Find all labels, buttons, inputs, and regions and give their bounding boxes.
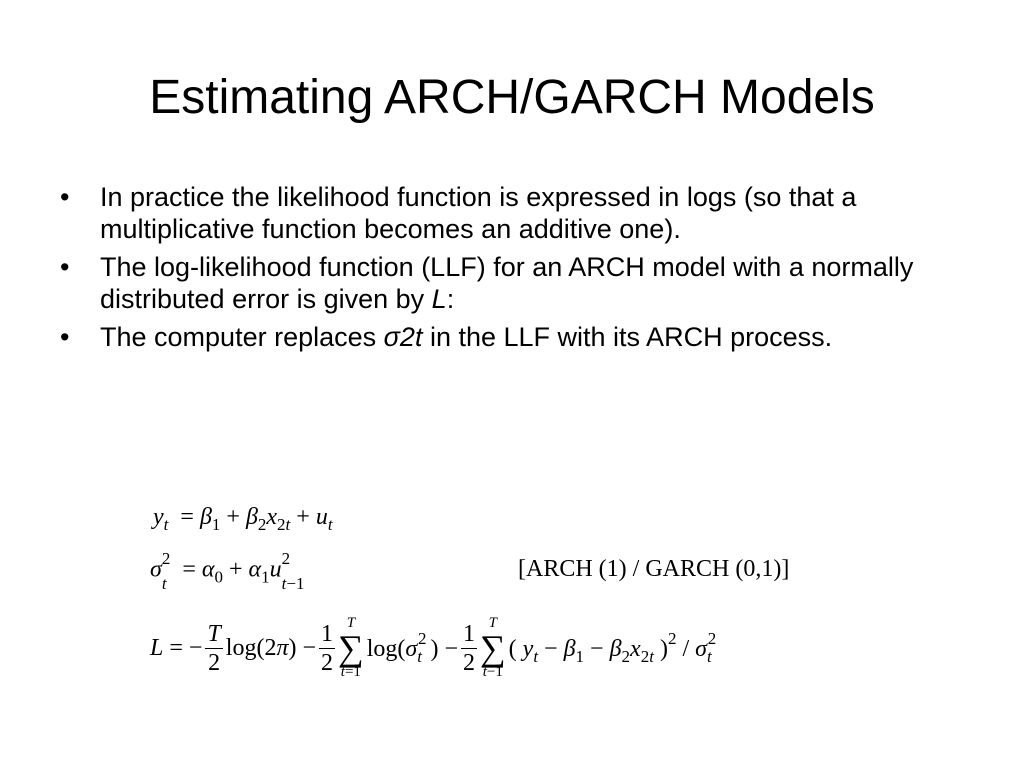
bullet-text: In practice the likelihood function is expressed in logs (so that a multiplicative function becomes an additive one). — [100, 182, 857, 244]
bullet-item — [55, 251, 935, 315]
bullet-dot: • — [60, 322, 70, 352]
bullet-italic: σ2t — [383, 322, 423, 352]
bullet-dot: • — [60, 182, 70, 212]
model-label: [ARCH (1) / GARCH (0,1)] — [518, 556, 790, 582]
bullet-text-end: : — [446, 284, 455, 314]
bullet-item — [55, 181, 935, 245]
log-likelihood-equation: L = − $\frac{T}{2}$ log(2π) − $\frac{1}{2}$ T ∑ t=1 $\log(\sigma_t^2$ ) − $\frac{1}{2}$ T ∑ t−1 ( $y_t - \beta_1 - \beta_2x_{2t}$ )$^2 / \sigma_t^2$ — [150, 615, 717, 680]
bullet-dot: • — [60, 252, 70, 282]
bullet-item — [55, 321, 935, 353]
slide-title: Estimating ARCH/GARCH Models — [149, 71, 875, 124]
bullet-text: The log-likelihood function (LLF) for an ARCH model with a normally distributed error is given by — [100, 252, 914, 314]
bullet-text: The computer replaces — [100, 322, 384, 352]
bullet-list — [55, 181, 935, 359]
bullet-italic: L — [431, 284, 447, 314]
variance-equation: σ 2 t = $\alpha_0 + \alpha_1u$ 2 t−1 — [150, 549, 305, 593]
bullet-text-end: in the LLF with its ARCH process. — [422, 322, 833, 352]
mean-equation: $y_t = \beta_1 + \beta_2x_{2t} + u_t$ — [153, 504, 333, 534]
